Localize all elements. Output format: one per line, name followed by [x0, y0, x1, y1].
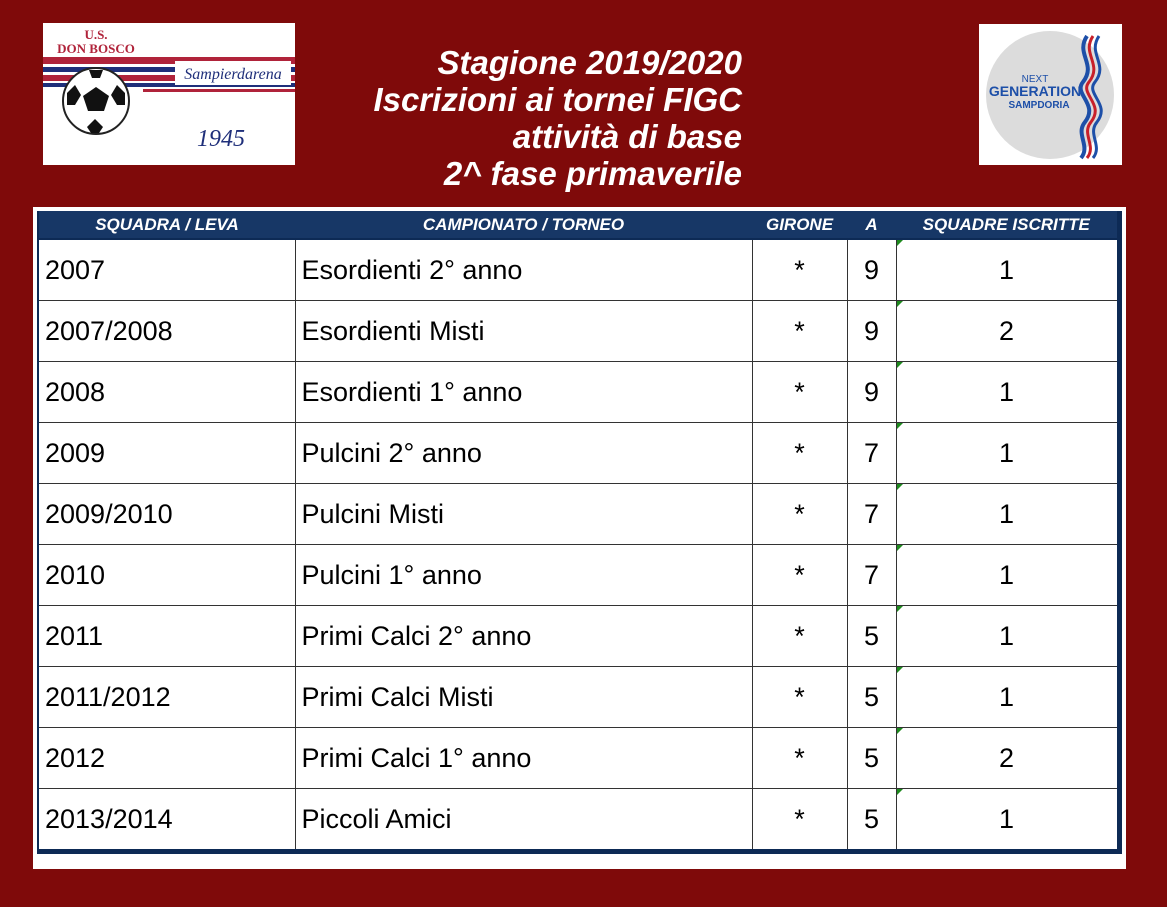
cell-a: 5 — [847, 789, 896, 852]
svg-text:U.S.: U.S. — [84, 27, 108, 42]
cell-squadre: 1 — [896, 423, 1119, 484]
sampdoria-logo-graphic — [979, 24, 1122, 165]
column-header-squadre: SQUADRE ISCRITTE — [896, 211, 1119, 239]
cell-girone: * — [752, 239, 847, 301]
svg-text:NEXT: NEXT — [1021, 74, 1049, 85]
cell-campionato: Primi Calci 2° anno — [295, 606, 752, 667]
table-row — [38, 423, 1119, 484]
cell-a: 7 — [847, 545, 896, 606]
table-row — [38, 545, 1119, 606]
cell-squadre: 1 — [896, 362, 1119, 423]
svg-text:Sampierdarena: Sampierdarena — [184, 66, 282, 83]
cell-squadre: 1 — [896, 606, 1119, 667]
cell-leva: 2007 — [38, 239, 295, 301]
column-header-campionato: CAMPIONATO / TORNEO — [295, 211, 752, 239]
page-title — [300, 44, 742, 192]
cell-a: 5 — [847, 667, 896, 728]
cell-a: 5 — [847, 606, 896, 667]
cell-a: 9 — [847, 362, 896, 423]
table-row — [38, 484, 1119, 545]
don-bosco-logo — [43, 23, 295, 165]
cell-leva: 2009 — [38, 423, 295, 484]
cell-campionato: Esordienti 1° anno — [295, 362, 752, 423]
cell-squadre: 1 — [896, 667, 1119, 728]
cell-campionato: Pulcini Misti — [295, 484, 752, 545]
column-header-a: A — [847, 211, 896, 239]
title-line-3: attività di base — [512, 118, 742, 155]
registration-sheet — [33, 207, 1126, 869]
cell-girone: * — [752, 545, 847, 606]
table-row — [38, 301, 1119, 362]
cell-leva: 2011 — [38, 606, 295, 667]
table-row — [38, 667, 1119, 728]
cell-leva: 2009/2010 — [38, 484, 295, 545]
cell-girone: * — [752, 423, 847, 484]
soccer-ball-icon — [63, 68, 129, 134]
cell-a: 9 — [847, 301, 896, 362]
cell-leva: 2007/2008 — [38, 301, 295, 362]
cell-leva: 2008 — [38, 362, 295, 423]
cell-squadre: 1 — [896, 484, 1119, 545]
svg-text:SAMPDORIA: SAMPDORIA — [1008, 100, 1070, 111]
cell-campionato: Primi Calci 1° anno — [295, 728, 752, 789]
table-row — [38, 362, 1119, 423]
cell-girone: * — [752, 789, 847, 852]
title-line-4: 2^ fase primaverile — [443, 155, 742, 192]
table-row — [38, 728, 1119, 789]
svg-text:DON BOSCO: DON BOSCO — [57, 41, 135, 56]
table-row — [38, 239, 1119, 301]
cell-girone: * — [752, 606, 847, 667]
cell-girone: * — [752, 301, 847, 362]
table-row — [38, 789, 1119, 852]
cell-a: 7 — [847, 423, 896, 484]
cell-squadre: 2 — [896, 301, 1119, 362]
column-header-girone: GIRONE — [752, 211, 847, 239]
don-bosco-logo-graphic — [43, 23, 295, 165]
cell-leva: 2010 — [38, 545, 295, 606]
cell-girone: * — [752, 484, 847, 545]
svg-text:1945: 1945 — [197, 126, 245, 152]
cell-girone: * — [752, 728, 847, 789]
title-line-1: Stagione 2019/2020 — [437, 44, 742, 81]
cell-girone: * — [752, 667, 847, 728]
title-line-2: Iscrizioni ai tornei FIGC — [373, 81, 742, 118]
cell-leva: 2013/2014 — [38, 789, 295, 852]
cell-squadre: 1 — [896, 789, 1119, 852]
cell-leva: 2012 — [38, 728, 295, 789]
cell-campionato: Esordienti 2° anno — [295, 239, 752, 301]
svg-text:GENERATION: GENERATION — [988, 83, 1082, 99]
cell-campionato: Esordienti Misti — [295, 301, 752, 362]
cell-a: 7 — [847, 484, 896, 545]
cell-campionato: Pulcini 1° anno — [295, 545, 752, 606]
cell-squadre: 1 — [896, 239, 1119, 301]
column-header-leva: SQUADRA / LEVA — [38, 211, 295, 239]
registration-table — [37, 211, 1122, 854]
cell-campionato: Pulcini 2° anno — [295, 423, 752, 484]
cell-campionato: Piccoli Amici — [295, 789, 752, 852]
cell-a: 5 — [847, 728, 896, 789]
cell-girone: * — [752, 362, 847, 423]
cell-campionato: Primi Calci Misti — [295, 667, 752, 728]
table-row — [38, 606, 1119, 667]
cell-squadre: 1 — [896, 545, 1119, 606]
next-generation-sampdoria-logo — [979, 24, 1122, 165]
cell-leva: 2011/2012 — [38, 667, 295, 728]
cell-squadre: 2 — [896, 728, 1119, 789]
table-header-row — [38, 211, 1119, 239]
cell-a: 9 — [847, 239, 896, 301]
